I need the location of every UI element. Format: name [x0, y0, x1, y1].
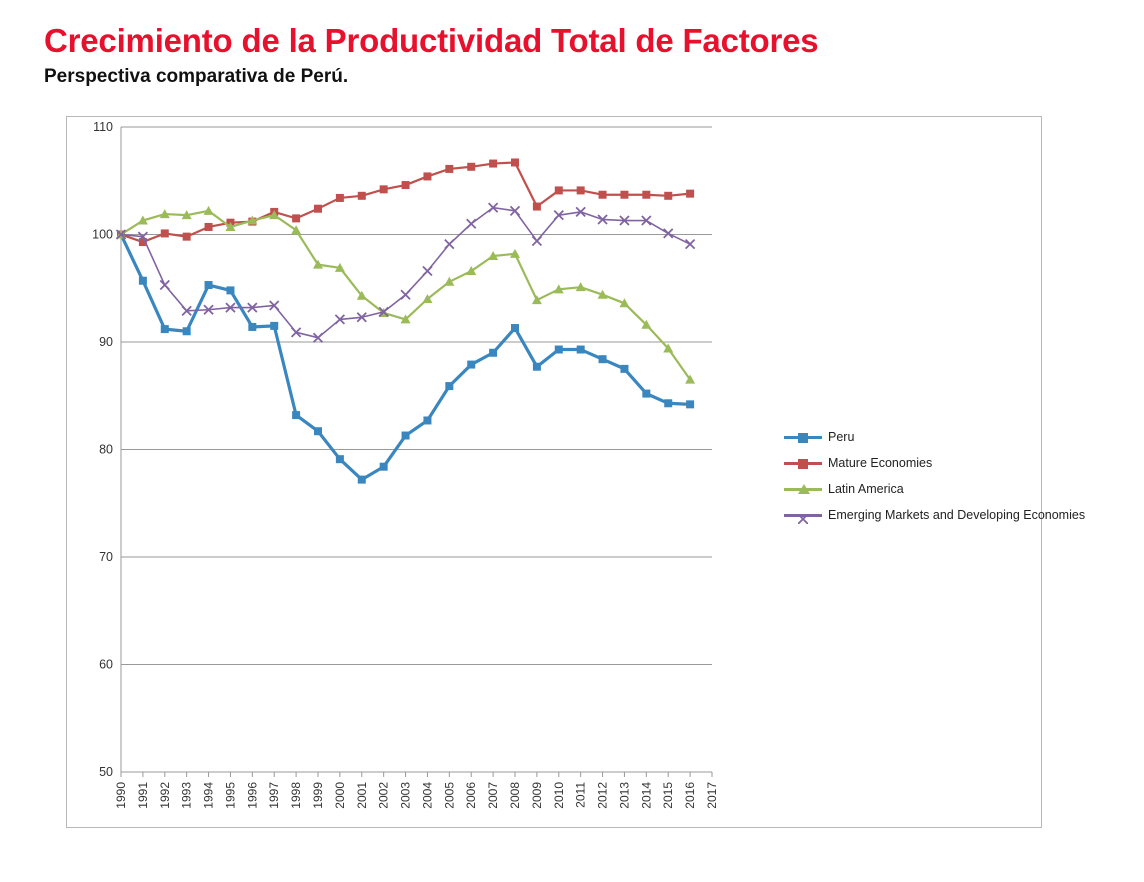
- svg-text:2004: 2004: [420, 782, 435, 809]
- legend-swatch-emerging-markets: [784, 508, 822, 522]
- svg-text:2008: 2008: [508, 782, 522, 809]
- page-subtitle: Perspectiva comparativa de Perú.: [44, 66, 349, 87]
- svg-text:2010: 2010: [551, 782, 566, 809]
- legend-label-peru: Peru: [828, 430, 855, 444]
- svg-text:100: 100: [92, 227, 113, 242]
- svg-text:2009: 2009: [529, 782, 544, 809]
- legend-item-latin-america[interactable]: [784, 476, 1034, 502]
- svg-text:1990: 1990: [114, 782, 128, 809]
- svg-text:60: 60: [99, 657, 113, 672]
- chart-container: [66, 116, 1086, 828]
- svg-text:2015: 2015: [661, 782, 676, 809]
- svg-text:80: 80: [99, 442, 113, 457]
- svg-text:1991: 1991: [135, 782, 150, 809]
- svg-text:2006: 2006: [464, 782, 479, 809]
- svg-text:2007: 2007: [486, 782, 501, 809]
- svg-text:70: 70: [99, 550, 113, 564]
- svg-text:110: 110: [93, 120, 113, 134]
- svg-text:2000: 2000: [332, 782, 347, 809]
- svg-text:2014: 2014: [639, 782, 654, 809]
- svg-text:2012: 2012: [595, 782, 610, 809]
- legend-item-peru[interactable]: [784, 424, 1034, 450]
- svg-text:1994: 1994: [201, 782, 216, 809]
- svg-text:1998: 1998: [289, 782, 304, 809]
- legend-label-latin-america: Latin America: [828, 482, 904, 496]
- svg-text:2016: 2016: [683, 782, 698, 809]
- legend-label-mature-economies: Mature Economies: [828, 456, 933, 470]
- svg-text:2002: 2002: [376, 782, 391, 809]
- svg-text:1997: 1997: [267, 782, 282, 809]
- svg-text:2011: 2011: [573, 782, 588, 808]
- svg-text:1996: 1996: [245, 782, 260, 809]
- legend-swatch-latin-america: [784, 482, 822, 496]
- svg-text:1999: 1999: [311, 782, 325, 809]
- legend-swatch-mature-economies: [784, 456, 822, 470]
- legend-item-mature-economies[interactable]: [784, 450, 1034, 476]
- legend-swatch-peru: [784, 430, 822, 444]
- svg-text:90: 90: [99, 335, 113, 349]
- svg-text:1993: 1993: [179, 782, 194, 809]
- legend-item-emerging-markets[interactable]: [784, 502, 1086, 528]
- svg-text:2003: 2003: [398, 782, 413, 809]
- svg-text:1995: 1995: [223, 782, 238, 809]
- svg-text:2005: 2005: [442, 782, 457, 809]
- page-title: Crecimiento de la Productividad Total de Factores: [44, 22, 819, 59]
- svg-text:50: 50: [99, 765, 113, 779]
- svg-text:2001: 2001: [354, 782, 369, 809]
- svg-text:2017: 2017: [705, 782, 719, 809]
- legend-label-emerging-markets: Emerging Markets and Developing Economies: [828, 508, 1086, 522]
- svg-text:2013: 2013: [617, 782, 632, 809]
- svg-text:1992: 1992: [157, 782, 172, 809]
- chart-legend: [784, 424, 1086, 528]
